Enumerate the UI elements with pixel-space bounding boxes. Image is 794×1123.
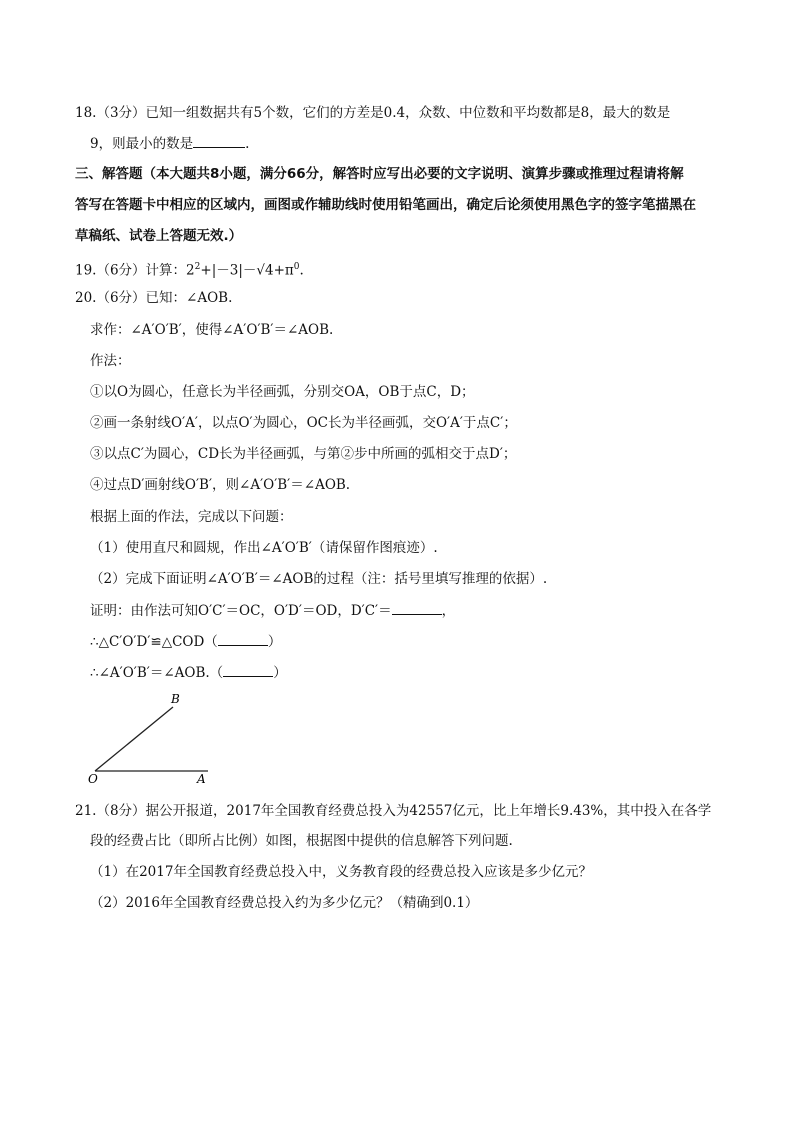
angle-aob-figure xyxy=(85,690,215,788)
q20-sub1: （1）使用直尺和圆规，作出∠A′O′B′（请保留作图痕迹）. xyxy=(90,540,438,556)
section-header-line2: 答写在答题卡中相应的区域内，画图或作辅助线时使用铅笔画出，确定后论须使用黑色字的签字笔描黑在 xyxy=(75,197,696,213)
q21-sub1: （1）在2017年全国教育经费总投入中，义务教育段的经费总投入应该是多少亿元？ xyxy=(90,864,592,880)
answer-blank[interactable] xyxy=(223,662,273,677)
q20-step4: ④过点D′画射线O′B′，则∠A′O′B′＝∠AOB. xyxy=(90,477,351,493)
q20-method: 作法： xyxy=(90,353,131,369)
label-o: O xyxy=(88,772,98,786)
q20-sub2: （2）完成下面证明∠A′O′B′＝∠AOB的过程（注：括号里填写推理的依据）. xyxy=(90,571,548,587)
answer-blank[interactable] xyxy=(392,600,442,615)
label-b: B xyxy=(171,692,180,706)
q21-line2: 段的经费占比（即所占比例）如图，根据图中提供的信息解答下列问题. xyxy=(90,833,513,849)
q19-expression: 19.（6分）计算：$2^2+|-3|-√4+\pi^0$. xyxy=(75,262,304,279)
section-header-line1: 三、解答题（本大题共8小题，满分66分，解答时应写出必要的文字说明、演算步骤或推理过程请将解 xyxy=(75,166,684,182)
q20-step2: ②画一条射线O′A′，以点O′为圆心，OC长为半径画弧，交O′A′于点C′； xyxy=(90,415,517,431)
ray-ob xyxy=(95,707,173,771)
label-a: A xyxy=(197,772,206,786)
q18-text: 9，则最小的数是 xyxy=(90,136,194,152)
q20-proof2: ∴△C′O′D′≌△COD（ ） xyxy=(90,631,281,652)
q20-step1: ①以O为圆心，任意长为半径画弧，分别交OA，OB于点C，D； xyxy=(90,384,475,400)
q20-seek: 求作：∠A′O′B′，使得∠A′O′B′＝∠AOB. xyxy=(90,322,334,338)
q20-step3: ③以点C′为圆心，CD长为半径画弧，与第②步中所画的弧相交于点D′； xyxy=(90,446,517,462)
q20-according: 根据上面的作法，完成以下问题： xyxy=(90,509,293,525)
q18-line1: 18.（3分）已知一组数据共有5个数，它们的方差是0.4，众数、中位数和平均数都是8，最大的数是 xyxy=(75,105,671,121)
q20-proof3: ∴∠A′O′B′＝∠AOB.（ ） xyxy=(90,662,287,683)
section-header-line3: 草稿纸、试卷上答题无效.） xyxy=(75,228,243,244)
q21-sub2: （2）2016年全国教育经费总投入约为多少亿元？（精确到0.1） xyxy=(90,895,479,911)
q21-line1: 21.（8分）据公开报道，2017年全国教育经费总投入为42557亿元，比上年增长9.43%，其中投入在各学 xyxy=(75,803,712,819)
q20-line1: 20.（6分）已知：∠AOB. xyxy=(75,290,233,306)
q20-proof1: 证明：由作法可知O′C′＝OC，O′D′＝OD，D′C′＝ ， xyxy=(90,600,455,621)
answer-blank[interactable] xyxy=(193,133,245,148)
q18-line2: 9，则最小的数是 . xyxy=(90,133,249,154)
answer-blank[interactable] xyxy=(218,631,268,646)
sqrt-symbol: √4 xyxy=(256,262,274,279)
